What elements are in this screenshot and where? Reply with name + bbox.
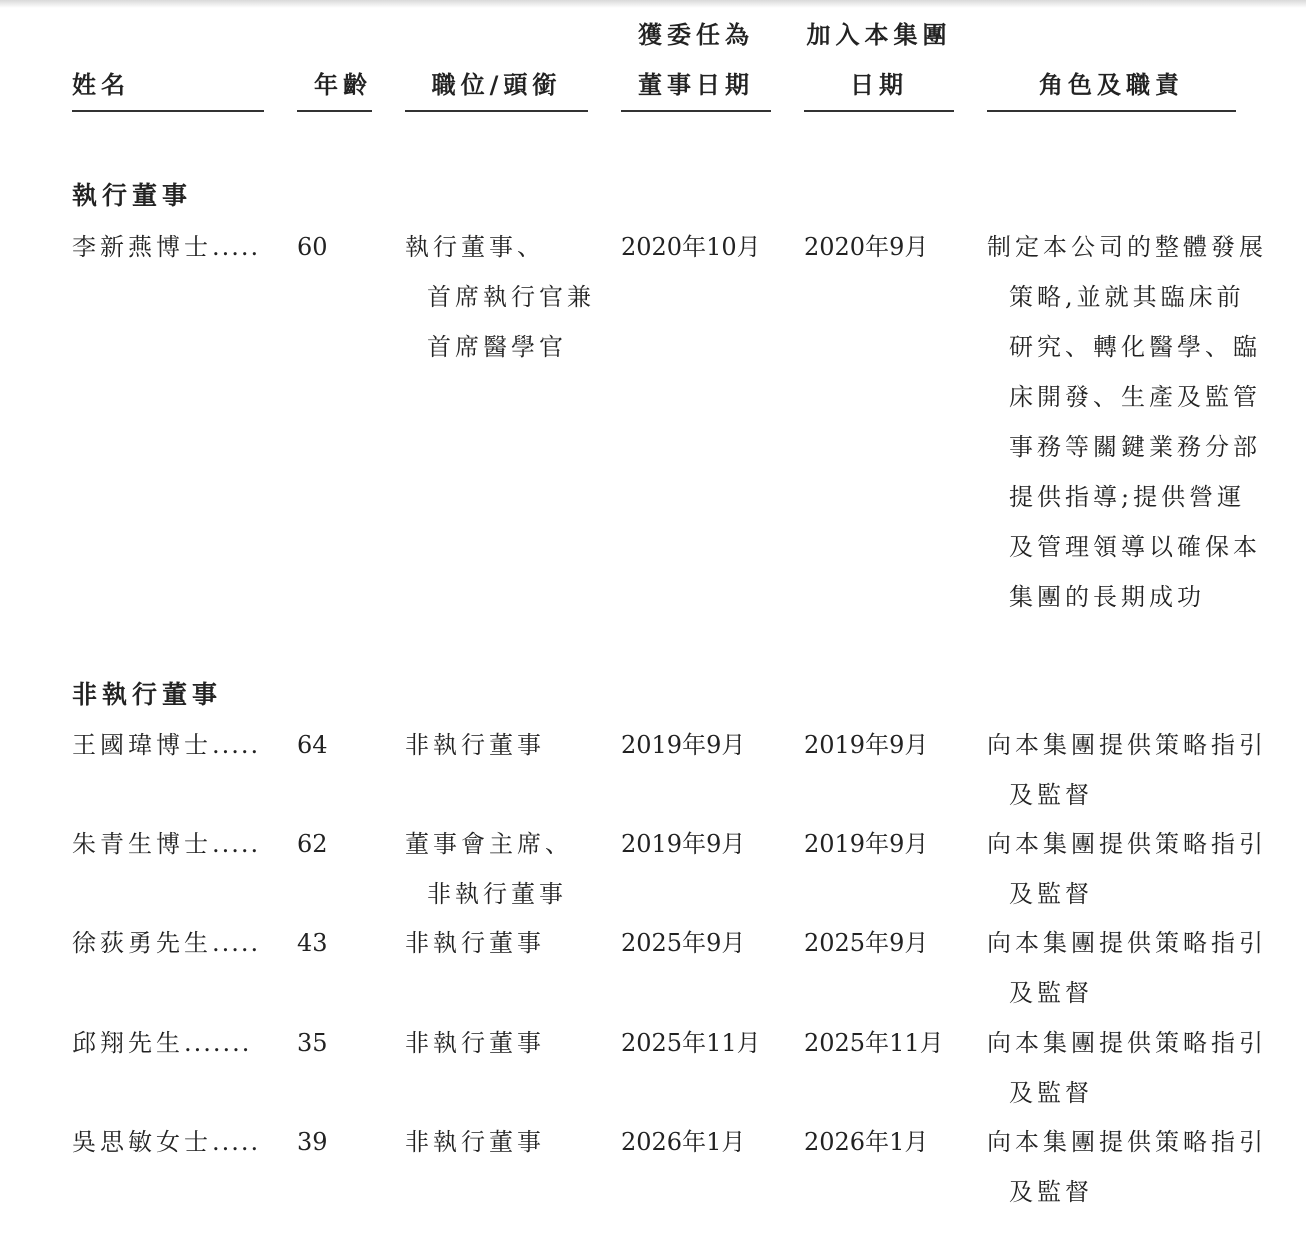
header-age (297, 14, 372, 112)
header-position (405, 14, 588, 112)
roles-line: 及監督 (1009, 781, 1093, 809)
director-position (405, 918, 545, 968)
director-position (405, 720, 545, 770)
appointed-date: 2020年10月 (621, 233, 761, 261)
leader-dots: ..... (212, 731, 261, 759)
roles-line: 研究、轉化醫學、臨 (1009, 333, 1261, 361)
roles-line: 向本集團提供策略指引 (987, 1128, 1267, 1156)
position-line: 非執行董事 (405, 929, 545, 957)
director-roles (987, 1018, 1267, 1118)
director-name (72, 918, 260, 968)
leader-dots: ..... (212, 233, 261, 261)
header-age-label: 年齡 (314, 71, 372, 99)
director-age: 60 (297, 233, 328, 261)
position-line: 首席執行官兼 (427, 283, 595, 311)
joined-date: 2026年1月 (804, 1128, 929, 1156)
header-appointed-line2: 董事日期 (638, 71, 754, 99)
director-roles (987, 918, 1267, 1018)
header-name (72, 14, 264, 112)
director-name (72, 1117, 260, 1167)
director-roles (987, 222, 1267, 622)
appointed-date: 2026年1月 (621, 1128, 746, 1156)
name-text: 王國瑋博士 (72, 731, 212, 759)
roles-line: 及管理領導以確保本 (1009, 533, 1261, 561)
header-joined-date (804, 14, 954, 112)
director-position (405, 819, 573, 919)
header-joined-line2: 日期 (850, 71, 908, 99)
header-joined-line1: 加入本集團 (806, 21, 952, 49)
name-text: 徐荻勇先生 (72, 929, 212, 957)
roles-line: 及監督 (1009, 880, 1093, 908)
position-line: 董事會主席、 (405, 830, 573, 858)
joined-date: 2020年9月 (804, 233, 929, 261)
position-line: 非執行董事 (405, 731, 545, 759)
name-text: 朱青生博士 (72, 830, 212, 858)
director-position (405, 1117, 545, 1167)
roles-line: 集團的長期成功 (1009, 583, 1205, 611)
director-roles (987, 1117, 1267, 1217)
position-line: 非執行董事 (405, 1128, 545, 1156)
roles-line: 及監督 (1009, 1178, 1093, 1206)
name-text: 李新燕博士 (72, 233, 212, 261)
roles-line: 向本集團提供策略指引 (987, 1029, 1267, 1057)
director-age: 39 (297, 1128, 328, 1156)
header-roles-label: 角色及職責 (1039, 71, 1184, 99)
leader-dots: ..... (212, 1128, 261, 1156)
joined-date: 2025年9月 (804, 929, 929, 957)
director-position (405, 222, 595, 372)
joined-date: 2019年9月 (804, 731, 929, 759)
position-line: 非執行董事 (427, 880, 567, 908)
director-name (72, 720, 260, 770)
page-top-shadow (0, 0, 1306, 8)
director-age: 62 (297, 830, 328, 858)
director-age: 35 (297, 1029, 328, 1057)
position-line: 首席醫學官 (427, 333, 567, 361)
director-name (72, 222, 260, 272)
leader-dots: ....... (184, 1029, 252, 1057)
director-age: 64 (297, 731, 328, 759)
section-title-executive: 執行董事 (72, 181, 193, 210)
position-line: 執行董事、 (405, 233, 545, 261)
director-name (72, 819, 260, 869)
position-line: 非執行董事 (405, 1029, 545, 1057)
director-age: 43 (297, 929, 328, 957)
director-name (72, 1018, 251, 1068)
director-roles (987, 819, 1267, 919)
appointed-date: 2019年9月 (621, 830, 746, 858)
director-position (405, 1018, 545, 1068)
section-title-non-executive: 非執行董事 (72, 680, 223, 709)
roles-line: 及監督 (1009, 1079, 1093, 1107)
appointed-date: 2025年9月 (621, 929, 746, 957)
roles-line: 制定本公司的整體發展 (987, 233, 1267, 261)
roles-line: 及監督 (1009, 979, 1093, 1007)
header-appointed-line1: 獲委任為 (638, 21, 754, 49)
appointed-date: 2019年9月 (621, 731, 746, 759)
header-position-label: 職位/頭銜 (431, 71, 562, 99)
roles-line: 提供指導;提供營運 (1009, 483, 1246, 511)
name-text: 邱翔先生 (72, 1029, 184, 1057)
roles-line: 向本集團提供策略指引 (987, 731, 1267, 759)
appointed-date: 2025年11月 (621, 1029, 761, 1057)
roles-line: 向本集團提供策略指引 (987, 830, 1267, 858)
header-appointed-date (621, 14, 771, 112)
director-roles (987, 720, 1267, 820)
roles-line: 床開發、生產及監管 (1009, 383, 1261, 411)
header-roles (987, 14, 1236, 112)
roles-line: 事務等關鍵業務分部 (1009, 433, 1261, 461)
joined-date: 2019年9月 (804, 830, 929, 858)
name-text: 吳思敏女士 (72, 1128, 212, 1156)
leader-dots: ..... (212, 830, 261, 858)
roles-line: 策略,並就其臨床前 (1009, 283, 1245, 311)
roles-line: 向本集團提供策略指引 (987, 929, 1267, 957)
joined-date: 2025年11月 (804, 1029, 944, 1057)
header-name-label: 姓名 (72, 71, 130, 99)
leader-dots: ..... (212, 929, 261, 957)
